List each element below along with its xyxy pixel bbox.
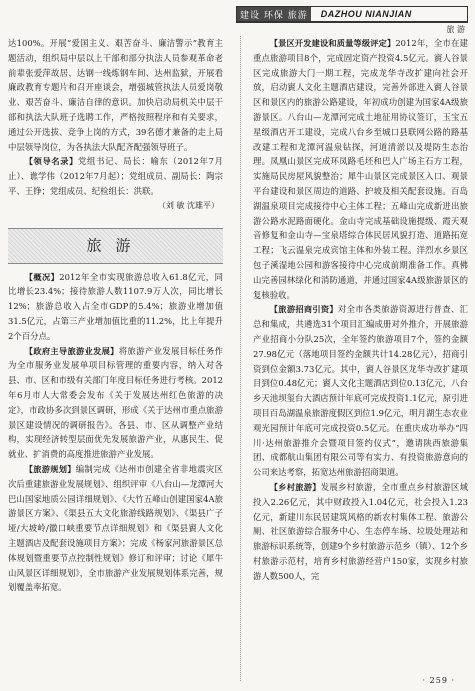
paragraph-planning [8,462,223,595]
header-subsection: 旅 游 [446,25,465,34]
paragraph-investment [253,302,468,480]
paragraph-tag: 【旅游规划】 [24,463,76,474]
running-header [236,6,468,22]
right-column [253,36,468,583]
paragraph-text: 将旅游产业发展目标任务作为全市服务业发展单项目标管理的重要内容，纳入对各县、市、区和市级有关部门年度目标任务进行考核。2012年6月市人大常委会发布《关于发展达州红色旅游的决定》，市政协多次到景区调研，形成《关于达州市重点旅游景区建设情况的调研报告》。各县、市、区从调整产业结构，实现经济转型层面优先发展旅游产业，从惠民生、促就业、扩消费的高度推进旅游产业发展。 [8,345,223,460]
column-divider [240,36,241,681]
paragraph-tag: 【领导名录】 [24,156,78,167]
paragraph-scenic-development [253,36,468,302]
paragraph-text: 编制完成《达州市创建全省非地震灾区次后重建旅游业发展规划》、组织评审《八台山—龙潭河大巴山国家地质公园详细规划》、《大竹五峰山创建国家4A旅游景区方案》、《渠县五大文化旅游线路规划》、《渠县广子垭/大坡岭/徽口峡重要节点详细规划》和《渠县賨人文化主题酒店及配套设施项目方案》；完成《杨家河旅游景区总体规划暨重要节点控制性规划》修订和评审；讨论《犀牛山风景区详细规划》，全市旅游产业发展规划体系完善，规划覆盖率拓宽。 [8,463,223,593]
section-banner [8,228,223,264]
author-signature: （刘 敏 沈雄平） [157,200,219,210]
paragraph-text: 2012年，全市在建重点旅游项目8个，完成固定资产投资4.5亿元。賨人谷景区完成旅游大门一期工程，完成龙华寺改扩建向社会开放，启动賨人文化主题酒店建设，完善外部进入賨人谷景区和景区内的旅游公路建设，年初成功创建为国家4A级旅游景区。八台山—龙潭河完成土地征用协议签订，玉宝五星级酒店开工建设，完成八台乡至城口县联网公路的路基改建工程和龙潭河温泉钻探，河道清淤以及堤防生态治理。凤凰山景区完成环凤路毛坯和巴人广场主石方工程，实施局民房屋风貌整治；犀牛山景区完成景区入口、观景平台建设和景区周边的道路、护坡及相关配套设施。百岛湖温泉项目完成接待中心主体工程；五峰山完成新进出旅游公路水泥路面硬化。金山寺完成基础设施提级、霞天观音修复和金山寺—宝泉塔综合体民居风貌打造、道路拓宽工程；飞云温泉完成宾馆主体和外装工程。洋烈水乡景区包子溪湿地公园和游客接待中心完成前期准备工作。真佛山完善园林绿化和消防通道，并通过国家4A级旅游景区的复核验收。 [253,38,468,300]
paragraph-tag: 【概况】 [24,271,60,282]
paragraph-tag: 【旅游招商引资】 [269,304,338,315]
paragraph-tag: 【景区开发建设和质量等级评定】 [269,38,396,48]
paragraph-continued [8,36,223,154]
paragraph-text: 达100%。开展“爱国主义、艰苦奋斗、廉洁警示”教育主题活动，组织局中层以上干部和部分执法人员参观革命老前辈张爱萍故居、达钢一线炼钢车间、达州监狱，开展看廉政教育专题片和召开座谈会，增强城管执法人员爱岗敬业、艰苦奋斗、廉洁自律的意识。加快启动局机关中层干部和执法大队班子选聘工作，严格按照程序和有关要求，通过公开选拔、竞争上岗的方式，39名德才兼备的走上局中层领导岗位，为各执法大队配齐配强领导班子。 [8,38,223,152]
paragraph-text: 2012年全市实现旅游总收入61.8亿元，同比增长23.4%；接待旅游人数1107.9万人次，同比增长12%；旅游总收入占全市GDP的5.4%；旅游业增加值31.5亿元，占第三产业增加值比重的11.2%，比上年提升2个百分点。 [8,271,223,341]
paragraph-rural-tourism [253,480,468,584]
header-section-label: 建设 环保 旅游 [237,7,311,21]
paragraph-government [8,344,223,462]
section-title: 旅游 [86,236,145,255]
paragraph-text: 党组书记、局长：喻东（2012年7月止）、谯学伟（2012年7月起）；党组成员、副局长：陶宗平、王铮；党组成员、纪检组长：洪联。 [8,156,223,196]
header-rule [236,22,468,23]
left-column [8,36,223,595]
paragraph-text: 对全市各类旅游资源进行普查、汇总和集成，共遴选31个项目汇编成册对外推介，开展旅游产业招商小分队25次，全年签约旅游项目7个，签约金额27.98亿元（落地项目签约金额共计14.28亿元），招商引资到位金额3.73亿元。其中，賨人谷景区龙华寺改扩建项目到位0.48亿元；賨人文化主题酒店到位0.13亿元，八台乡天池坝玺台大酒店预计年底可完成投资1.1亿元，原引进项目百岛湖温泉旅游度假区到位1.9亿元，明月湖生态农业观光园预计年底可完成投资0.5亿元。在重庆成功举办“四川·达州旅游推介会暨项目签约仪式”，邀请陕西旅游集团、成都航山集团有限公司等有实力、有投资旅游意向的公司来达考察，拓宽达州旅游招商渠道。 [253,304,468,478]
paragraph-tag: 【政府主导旅游业发展】 [24,345,119,356]
header-yearbook-title: DAZHOU NIANJIAN [320,9,412,19]
paragraph-leaders [8,154,223,198]
paragraph-tag: 【乡村旅游】 [269,481,321,492]
paragraph-overview [8,270,223,344]
paragraph-text: 发展乡村旅游，全市重点乡村旅游区域投入2.26亿元，其中财政投入1.04亿元，社会投入1.23亿元，新建川东民居建筑风格的新农村集体工程、旅游公厕、社区旅游综合服务中心、生态停车场、垃圾处理站和旅游标识系统等，创建9个乡村旅游示范乡（镇）、12个乡村旅游示范村，培育乡村旅游经营户150家，实现乡村旅游人数500人，完 [253,481,468,581]
page-number: · 259 · [422,676,455,685]
